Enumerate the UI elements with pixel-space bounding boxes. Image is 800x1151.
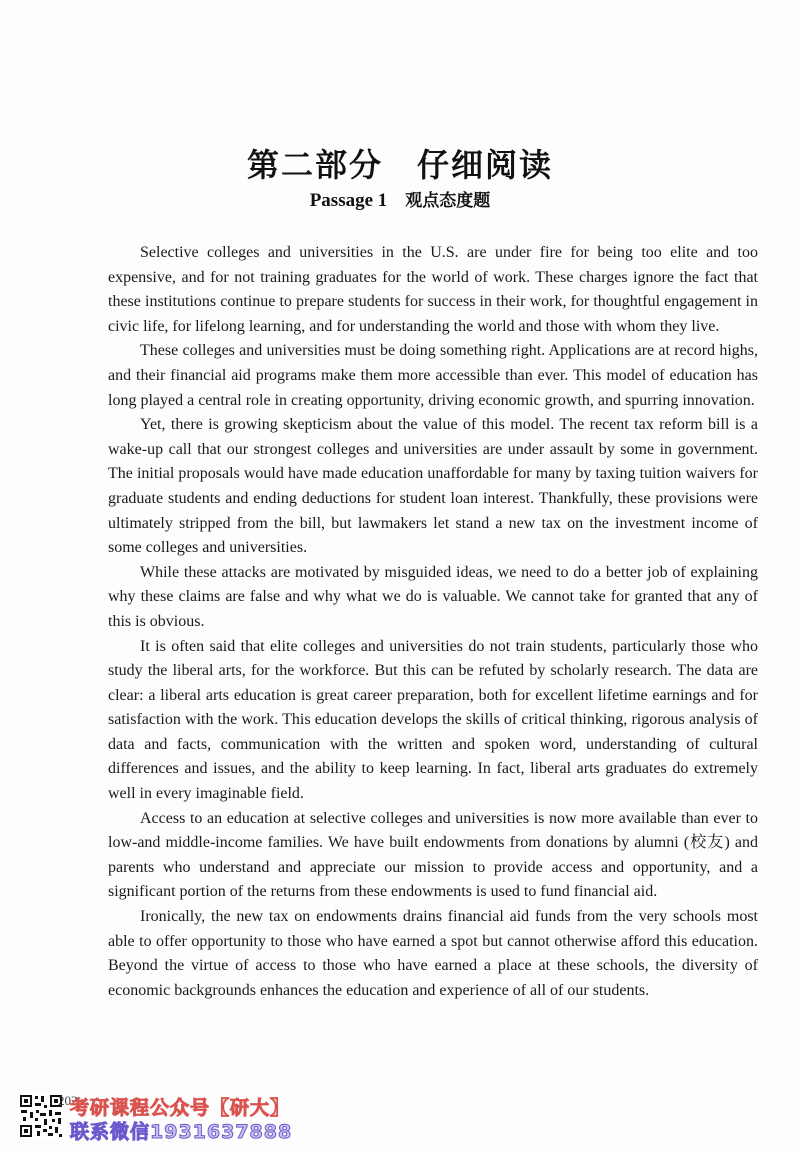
paragraph-6: Access to an education at selective colleges and universities is now more available than ever to low-and middle-income families. We have built endowments from donations by alumni (校友) and parents who understand and appreciate our mission to provide access and opportunity, and a significant portion of the returns from these endowments is used to fund financial aid. — [108, 809, 758, 901]
passage-body — [108, 241, 758, 1003]
watermark-line-2: 联系微信1931637888 — [70, 1121, 293, 1143]
paragraph-7: Ironically, the new tax on endowments drains financial aid funds from the very schools most able to offer opportunity to those who have earned a spot but cannot otherwise afford this education. Beyond the virtue of access to those who have earned a place at these schools, the diversity of economic backgrounds enhances the education and experience of all of our students. — [108, 908, 758, 999]
paragraph-5: It is often said that elite colleges and universities do not train students, particularly those who study the liberal arts, for the workforce. But this can be refuted by scholarly research. The data are clear: a liberal arts education is great career preparation, both for excellent lifetime earnings and for satisfaction with the work. This education develops the skills of critical thinking, rigorous analysis of data and facts, communication with the written and spoken word, understanding of cultural differences and issues, and the ability to keep learning. In fact, liberal arts graduates do extremely well in every imaginable field. — [108, 637, 758, 803]
passage-title — [0, 186, 800, 212]
paragraph-4: While these attacks are motivated by misguided ideas, we need to do a better job of explaining why these claims are false and why what we do is valuable. We cannot take for granted that any of this is obvious. — [108, 563, 758, 630]
paragraph-2: These colleges and universities must be doing something right. Applications are at record highs, and their financial aid programs make them more accessible than ever. This model of education has long played a central role in creating opportunity, driving economic growth, and spurring innovation. — [108, 342, 758, 409]
page-footer — [18, 1093, 338, 1141]
paragraph-1: Selective colleges and universities in the U.S. are under fire for being too elite and too expensive, and for not training graduates for the world of work. These charges ignore the fact that these institutions continue to prepare students for success in their work, for thoughtful engagement in civic life, for lifelong learning, and for understanding the world and those with whom they live. — [108, 244, 758, 335]
watermark-line-1: 考研课程公众号【研大】 — [70, 1097, 291, 1119]
part-title: 第二部分 仔细阅读 — [246, 146, 553, 184]
paragraph-3: Yet, there is growing skepticism about the value of this model. The recent tax reform bill is a wake-up call that our strongest colleges and universities are under assault by some in government. The initial proposals would have made education unaffordable for many by taxing tuition waivers for graduate students and ending deductions for student loan interest. Thankfully, these provisions were ultimately stripped from the bill, but lawmakers let stand a new tax on the investment income of some colleges and universities. — [108, 416, 758, 557]
page-number: 202 — [58, 1093, 78, 1108]
passage-label: Passage 1 — [309, 190, 388, 211]
passage-type: 观点态度题 — [405, 191, 491, 211]
